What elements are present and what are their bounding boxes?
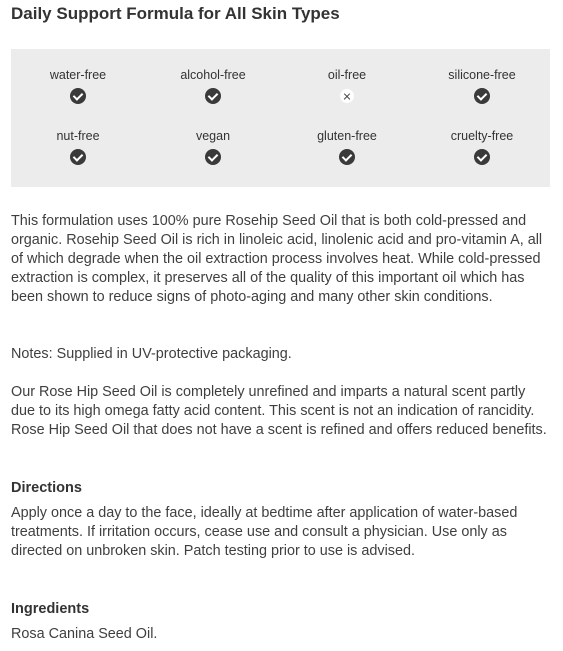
attribute-label: vegan — [195, 129, 231, 143]
attribute-label: oil-free — [327, 68, 367, 82]
attribute-label: nut-free — [56, 129, 100, 143]
attribute-label: alcohol-free — [180, 68, 246, 82]
check-circle-icon — [70, 149, 86, 165]
attribute-alcohol-free — [146, 67, 280, 117]
attribute-cruelty-free — [415, 128, 549, 178]
notes-text: Notes: Supplied in UV-protective packaging. — [11, 346, 292, 362]
check-circle-icon — [474, 88, 490, 104]
check-circle-icon — [474, 149, 490, 165]
check-circle-icon — [205, 149, 221, 165]
description-paragraph: Our Rose Hip Seed Oil is completely unrefined and imparts a natural scent partly due to its high omega fatty acid content. This scent is not an indication of rancidity. Rose Hip Seed Oil that does not have a scent is refined and offers reduced benefits. — [11, 384, 547, 438]
attribute-silicone-free — [415, 67, 549, 117]
attribute-label: gluten-free — [317, 129, 377, 143]
attribute-vegan — [146, 128, 280, 178]
attributes-grid — [11, 49, 550, 187]
attribute-label: silicone-free — [448, 68, 516, 82]
attribute-oil-free — [280, 67, 414, 117]
page-title: Daily Support Formula for All Skin Types — [11, 4, 340, 23]
attribute-label: cruelty-free — [450, 129, 514, 143]
attributes-panel — [11, 49, 550, 187]
attribute-nut-free — [11, 128, 145, 178]
check-circle-icon — [205, 88, 221, 104]
check-circle-icon — [70, 88, 86, 104]
ingredients-text: Rosa Canina Seed Oil. — [11, 626, 158, 642]
attribute-label: water-free — [49, 68, 107, 82]
attribute-gluten-free — [280, 128, 414, 178]
ingredients-heading: Ingredients — [11, 601, 90, 617]
directions-heading: Directions — [11, 480, 82, 496]
description-paragraph: This formulation uses 100% pure Rosehip Seed Oil that is both cold-pressed and organic. Rosehip Seed Oil is rich in linoleic acid, linolenic acid and pro-vitamin A, all of which degrade when the oil extraction process involves heat. While cold-pressed extraction is complex, it preserves all of the quality of this important oil which has been shown to reduce signs of photo-aging and many other skin conditions. — [11, 213, 543, 305]
directions-text: Apply once a day to the face, ideally at bedtime after application of water-based treatments. If irritation occurs, cease use and consult a physician. Use only as directed on unbroken skin. Patch testing prior to use is advised. — [11, 505, 518, 559]
x-circle-icon — [340, 89, 354, 103]
attribute-water-free — [11, 67, 145, 117]
check-circle-icon — [339, 149, 355, 165]
